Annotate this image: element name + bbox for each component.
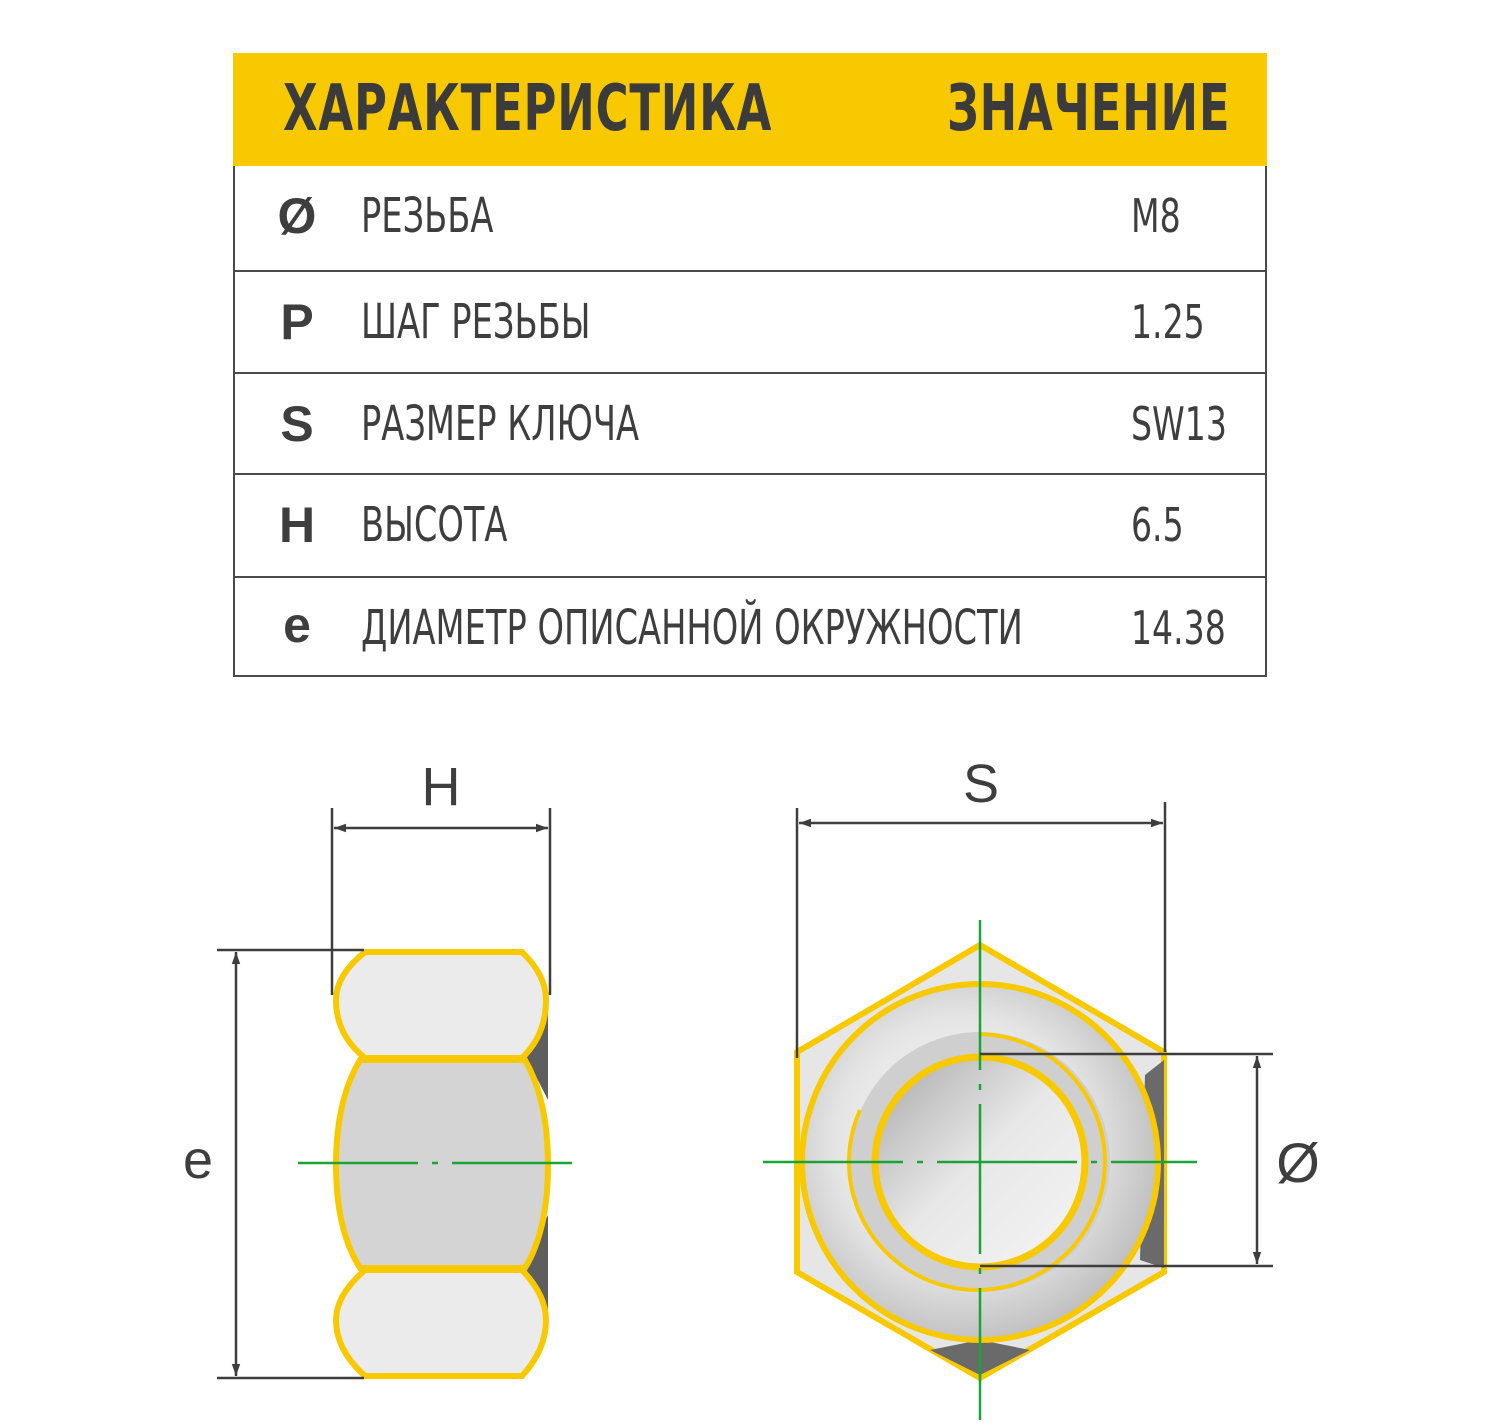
row-value: 1.25 — [1131, 295, 1205, 349]
e-dimension-label: e — [182, 1130, 214, 1190]
row-value: 14.38 — [1131, 601, 1226, 655]
row-label: РЕЗЬБА — [361, 188, 494, 244]
header-value: ЗНАЧЕНИЕ — [947, 72, 1231, 146]
table-header — [233, 53, 1267, 166]
table-row-pitch — [235, 270, 1265, 372]
row-value: SW13 — [1131, 397, 1227, 451]
row-symbol: e — [283, 597, 311, 653]
table-row-circumscribed-diameter — [235, 576, 1265, 675]
row-label: РАЗМЕР КЛЮЧА — [361, 396, 640, 452]
row-symbol: P — [280, 294, 314, 350]
row-symbol: Ø — [277, 188, 317, 244]
side-top-face — [336, 952, 546, 1058]
spec-table — [233, 53, 1267, 677]
row-value: M8 — [1131, 189, 1181, 243]
row-label: ДИАМЕТР ОПИСАННОЙ ОКРУЖНОСТИ — [361, 600, 1023, 656]
row-symbol: H — [278, 497, 316, 553]
side-view — [183, 757, 582, 1378]
table-row-thread — [235, 166, 1265, 270]
front-view — [763, 754, 1320, 1420]
row-symbol: S — [280, 396, 314, 452]
s-dimension-label: S — [962, 754, 1000, 814]
bore-dimension-label: Ø — [1276, 1131, 1320, 1194]
table-row-wrench-size — [235, 372, 1265, 474]
nut-technical-drawing — [0, 700, 1499, 1428]
header-characteristic: ХАРАКТЕРИСТИКА — [283, 72, 773, 146]
h-dimension-label: H — [421, 757, 461, 817]
side-bottom-face — [336, 1270, 546, 1376]
row-label: ВЫСОТА — [361, 497, 508, 553]
table-row-height — [235, 473, 1265, 577]
row-label: ШАГ РЕЗЬБЫ — [361, 294, 591, 350]
row-value: 6.5 — [1131, 498, 1184, 552]
